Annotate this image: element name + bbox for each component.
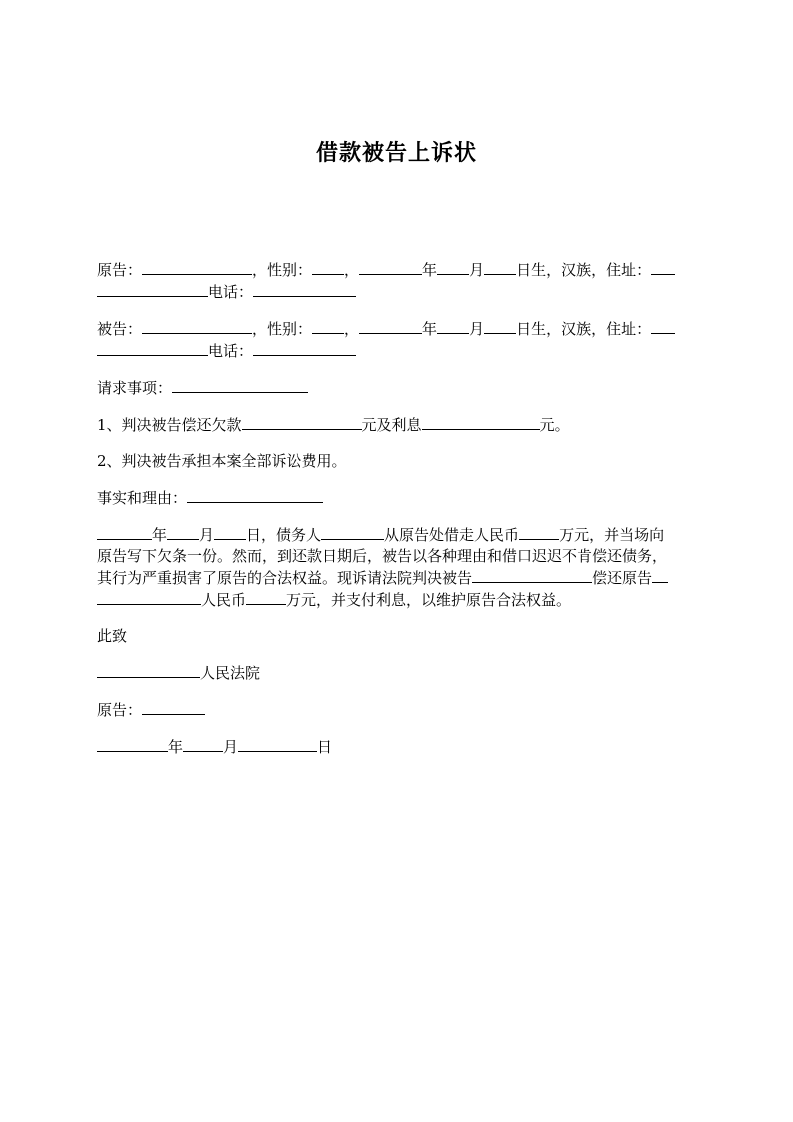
- plaintiff-gender-label: ，性别：: [252, 261, 313, 279]
- loan-day-blank[interactable]: [214, 524, 246, 540]
- plaintiff-born-address-label: 日生，汉族，住址：: [516, 261, 652, 279]
- plaintiff-comma: ，: [344, 261, 360, 279]
- date-day-label: 日: [317, 738, 333, 756]
- claim-item-1: [97, 414, 697, 436]
- facts-line-3-end: 偿还原告: [592, 569, 653, 587]
- defendant-phone-label: 电话：: [208, 342, 254, 360]
- defendant-gender-label: ，性别：: [252, 320, 313, 338]
- plaintiff-repay-blank-2[interactable]: [97, 589, 201, 605]
- defendant-month-label: 月: [469, 320, 485, 338]
- date-month-label: 月: [223, 738, 239, 756]
- document-body: [97, 259, 697, 773]
- court-name-blank[interactable]: [97, 662, 200, 678]
- defendant-birth-month-blank[interactable]: [437, 318, 469, 334]
- plaintiff-birth-year-blank[interactable]: [359, 259, 422, 275]
- repay-amount-blank[interactable]: [246, 589, 286, 605]
- claim-1-suffix: 元。: [539, 416, 570, 434]
- facts-rmb-label: 人民币: [201, 591, 247, 609]
- claim-1-mid: 元及利息: [361, 416, 422, 434]
- claims-heading: [97, 377, 697, 399]
- interest-amount-blank[interactable]: [422, 414, 540, 430]
- defendant-info: [97, 318, 697, 362]
- facts-blank[interactable]: [187, 487, 323, 503]
- defendant-birth-year-blank[interactable]: [359, 318, 422, 334]
- loan-year-blank[interactable]: [97, 524, 152, 540]
- date-month-blank[interactable]: [183, 736, 223, 752]
- debtor-name-blank[interactable]: [321, 524, 384, 540]
- loan-year-label: 年: [152, 526, 168, 544]
- claim-1-prefix: 1、判决被告偿还欠款: [97, 416, 242, 434]
- claim-item-2: 2、判决被告承担本案全部诉讼费用。: [97, 452, 347, 470]
- facts-label: 事实和理由：: [97, 489, 188, 507]
- court-label: 人民法院: [200, 664, 261, 682]
- signature-line: [97, 699, 697, 721]
- loan-month-label: 月: [199, 526, 215, 544]
- closing-cizhi: 此致: [97, 627, 128, 645]
- plaintiff-birth-month-blank[interactable]: [437, 259, 469, 275]
- plaintiff-name-blank[interactable]: [142, 259, 252, 275]
- date-year-label: 年: [168, 738, 184, 756]
- plaintiff-label: 原告：: [97, 261, 143, 279]
- defendant-born-address-label: 日生，汉族，住址：: [516, 320, 652, 338]
- debt-amount-blank[interactable]: [242, 414, 362, 430]
- defendant-address-blank-2[interactable]: [97, 340, 208, 356]
- plaintiff-address-blank-1[interactable]: [651, 259, 675, 275]
- plaintiff-year-label: 年: [422, 261, 438, 279]
- defendant-birth-day-blank[interactable]: [484, 318, 516, 334]
- plaintiff-line-1: [97, 259, 697, 281]
- claims-label: 请求事项：: [97, 379, 173, 397]
- loan-amount-blank[interactable]: [519, 524, 559, 540]
- defendant-gender-blank[interactable]: [312, 318, 344, 334]
- date-year-blank[interactable]: [97, 736, 168, 752]
- loan-end-text: 万元，并当场向: [559, 526, 665, 544]
- defendant-address-blank-1[interactable]: [651, 318, 675, 334]
- facts-line-3-start: 其行为严重损害了原告的合法权益。现诉请法院判决被告: [97, 569, 473, 587]
- plaintiff-phone-label: 电话：: [208, 283, 254, 301]
- date-line: [97, 736, 697, 758]
- signature-label: 原告：: [97, 701, 143, 719]
- plaintiff-info: [97, 259, 697, 303]
- plaintiff-repay-blank-1[interactable]: [652, 567, 668, 583]
- defendant-line-1: [97, 318, 697, 340]
- signature-blank[interactable]: [142, 699, 205, 715]
- facts-line-2: 原告写下欠条一份。然而，到还款日期后，被告以各种理由和借口迟迟不肯偿还债务，: [97, 547, 668, 565]
- court-line: [97, 662, 697, 684]
- facts-paragraph: [97, 524, 697, 611]
- plaintiff-birth-day-blank[interactable]: [484, 259, 516, 275]
- plaintiff-line-2: [97, 281, 697, 303]
- facts-line-1: [97, 524, 697, 546]
- loan-from-label: 从原告处借走人民币: [384, 526, 520, 544]
- plaintiff-gender-blank[interactable]: [312, 259, 344, 275]
- defendant-name-blank[interactable]: [142, 318, 252, 334]
- date-day-blank[interactable]: [238, 736, 317, 752]
- document-title: 借款被告上诉状: [315, 141, 477, 166]
- defendant-label: 被告：: [97, 320, 143, 338]
- loan-day-debtor-label: 日，债务人: [246, 526, 322, 544]
- loan-month-blank[interactable]: [167, 524, 199, 540]
- plaintiff-phone-blank[interactable]: [253, 281, 356, 297]
- defendant-judged-blank[interactable]: [472, 567, 592, 583]
- facts-line-3: [97, 567, 697, 589]
- facts-line-4-end: 万元，并支付利息，以维护原告合法权益。: [286, 591, 572, 609]
- facts-line-4: [97, 589, 697, 611]
- plaintiff-month-label: 月: [469, 261, 485, 279]
- plaintiff-address-blank-2[interactable]: [97, 281, 208, 297]
- facts-heading: [97, 487, 697, 509]
- defendant-phone-blank[interactable]: [253, 340, 356, 356]
- defendant-year-label: 年: [422, 320, 438, 338]
- defendant-line-2: [97, 340, 697, 362]
- defendant-comma: ，: [344, 320, 360, 338]
- claims-blank[interactable]: [172, 377, 308, 393]
